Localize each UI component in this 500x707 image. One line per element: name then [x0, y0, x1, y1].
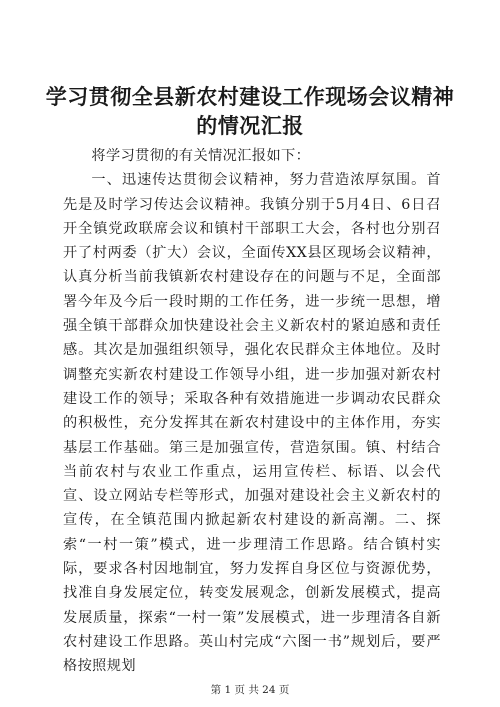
document-body — [63, 144, 441, 679]
page-number-footer: 第 1 页 共 24 页 — [210, 684, 290, 696]
intro-paragraph: 将学习贯彻的有关情况汇报如下： — [91, 148, 311, 164]
body-paragraph: 一、迅速传达贯彻会议精神，努力营造浓厚氛围。首先是及时学习传达会议精神。我镇分别于5月4日、6日召开全镇党政联席会议和镇村干部职工大会，各村也分别召开了村两委（扩大）会议，全面传XX县区现场会议精神，认真分析当前我镇新农村建设存在的问题与不足，全面部署今年及今后一段时期的工作任务，进一步统一思想，增强全镇干部群众加快建设社会主义新农村的紧迫感和责任感。其次是加强组织领导，强化农民群众主体地位。及时调整充实新农村建设工作领导小组，进一步加强对新农村建设工作的领导；采取各种有效措施进一步调动农民群众的积极性，充分发挥其在新农村建设中的主体作用，夯实基层工作基础。第三是加强宣传，营造氛围。镇、村结合当前农村与农业工作重点，运用宣传栏、标语、以会代宣、设立网站专栏等形式，加强对建设社会主义新农村的宣传，在全镇范围内掀起新农村建设的新高潮。二、探索“一村一策”模式，进一步理清工作思路。结合镇村实际，要求各村因地制宜，努力发挥自身区位与资源优势，找准自身发展定位，转变发展观念，创新发展模式，提高发展质量，探索“一村一策”发展模式，进一步理清各自新农村建设工作思路。英山村完成“六图一书”规划后，要严格按照规划 — [63, 172, 441, 675]
document-title: 学习贯彻全县新农村建设工作现场会议精神的情况汇报 — [45, 84, 455, 138]
